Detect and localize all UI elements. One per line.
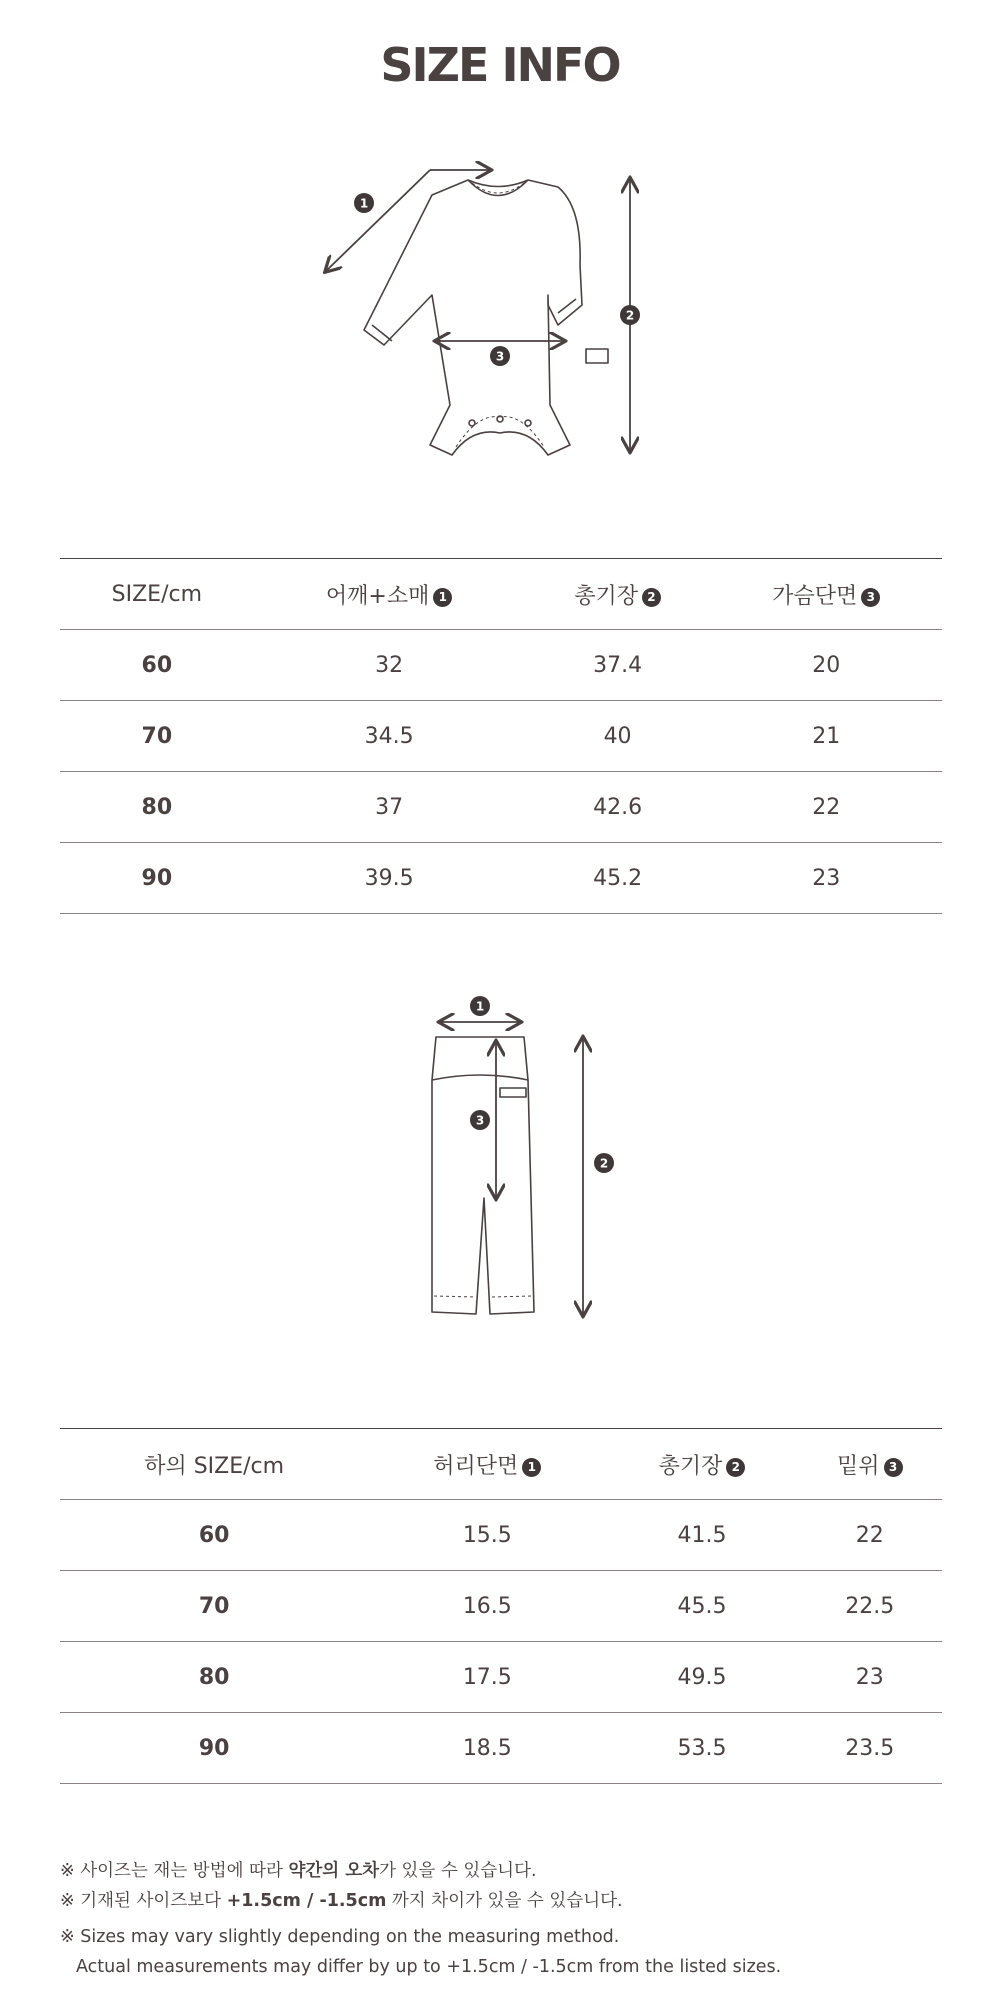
cell: 90 <box>60 1713 368 1784</box>
cell: 42.6 <box>525 772 711 843</box>
marker-3: 3 <box>475 1113 485 1128</box>
pants-diagram <box>420 990 620 1340</box>
marker-badge: 2 <box>642 588 661 607</box>
table-row <box>60 1713 942 1784</box>
note-line: ※ 사이즈는 재는 방법에 따라 약간의 오차가 있을 수 있습니다. <box>60 1861 537 1881</box>
cell: 90 <box>60 843 254 914</box>
cell: 37 <box>254 772 525 843</box>
table-row <box>60 1571 942 1642</box>
page-title: SIZE INFO <box>380 38 620 92</box>
marker-badge: 2 <box>726 1458 745 1477</box>
col-header: 허리단면 1 <box>368 1429 606 1500</box>
cell: 45.5 <box>606 1571 797 1642</box>
cell: 37.4 <box>525 630 711 701</box>
marker-badge: 3 <box>884 1458 903 1477</box>
table-row <box>60 843 942 914</box>
cell: 32 <box>254 630 525 701</box>
cell: 16.5 <box>368 1571 606 1642</box>
note-line: ※ 기재된 사이즈보다 +1.5cm / -1.5cm 까지 차이가 있을 수 있습니다. <box>60 1891 623 1911</box>
cell: 34.5 <box>254 701 525 772</box>
cell: 15.5 <box>368 1500 606 1571</box>
cell: 49.5 <box>606 1642 797 1713</box>
cell: 80 <box>60 772 254 843</box>
cell: 60 <box>60 1500 368 1571</box>
cell: 22 <box>711 772 942 843</box>
cell: 70 <box>60 1571 368 1642</box>
size-notes <box>60 1856 960 1982</box>
col-header: 하의 SIZE/cm <box>60 1429 368 1500</box>
top-size-table <box>60 558 942 914</box>
table-row <box>60 772 942 843</box>
marker-2: 2 <box>599 1156 609 1171</box>
cell: 23 <box>711 843 942 914</box>
marker-badges <box>354 193 640 366</box>
cell: 21 <box>711 701 942 772</box>
cell: 18.5 <box>368 1713 606 1784</box>
cell: 20 <box>711 630 942 701</box>
table-row <box>60 701 942 772</box>
col-header: 밑위 3 <box>798 1429 942 1500</box>
bodysuit-diagram <box>300 155 640 465</box>
marker-badge: 3 <box>861 588 880 607</box>
cell: 17.5 <box>368 1642 606 1713</box>
cell: 80 <box>60 1642 368 1713</box>
cell: 70 <box>60 701 254 772</box>
col-header: SIZE/cm <box>60 559 254 630</box>
cell: 53.5 <box>606 1713 797 1784</box>
cell: 40 <box>525 701 711 772</box>
table-row <box>60 630 942 701</box>
marker-badge: 1 <box>522 1458 541 1477</box>
table-row <box>60 1500 942 1571</box>
marker-1: 1 <box>475 999 485 1014</box>
table-row <box>60 1642 942 1713</box>
cell: 22.5 <box>798 1571 942 1642</box>
marker-2: 2 <box>625 308 635 323</box>
cell: 23.5 <box>798 1713 942 1784</box>
marker-1: 1 <box>359 196 369 211</box>
marker-3: 3 <box>495 349 505 364</box>
note-line: Actual measurements may differ by up to +1.5cm / -1.5cm from the listed sizes. <box>76 1957 782 1977</box>
bottom-size-table <box>60 1428 942 1784</box>
cell: 41.5 <box>606 1500 797 1571</box>
cell: 45.2 <box>525 843 711 914</box>
table-header-row <box>60 559 942 630</box>
col-header: 총기장 2 <box>606 1429 797 1500</box>
cell: 23 <box>798 1642 942 1713</box>
cell: 60 <box>60 630 254 701</box>
cell: 22 <box>798 1500 942 1571</box>
col-header: 가슴단면 3 <box>711 559 942 630</box>
col-header: 어깨+소매 1 <box>254 559 525 630</box>
col-header: 총기장 2 <box>525 559 711 630</box>
note-line: ※ Sizes may vary slightly depending on the measuring method. <box>60 1927 620 1947</box>
cell: 39.5 <box>254 843 525 914</box>
table-header-row <box>60 1429 942 1500</box>
marker-badge: 1 <box>433 588 452 607</box>
